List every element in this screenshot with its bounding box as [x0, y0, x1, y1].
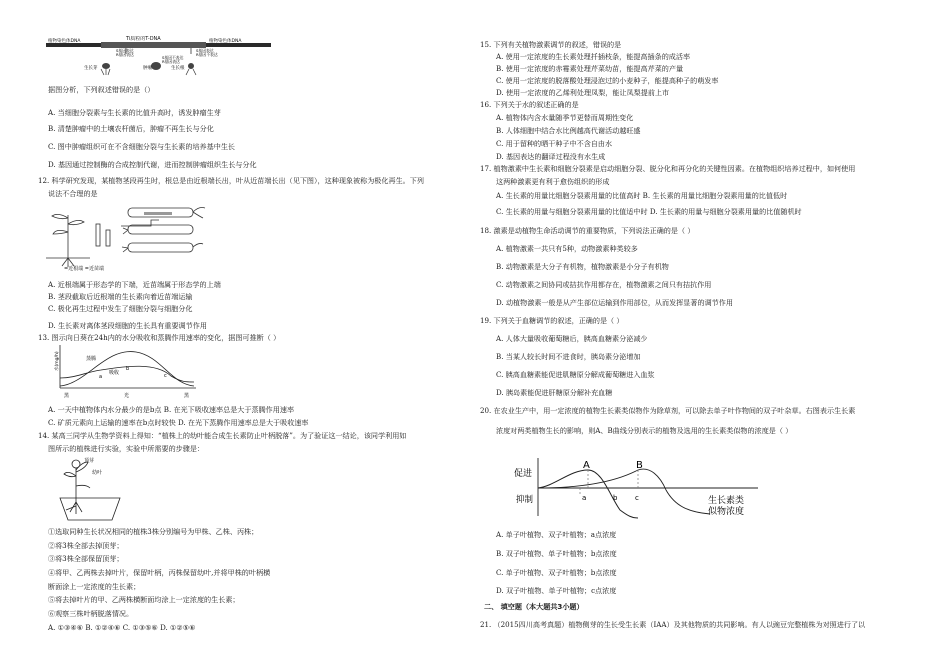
q19-option-c: C. 胰高血糖素能促进肌糖原分解成葡萄糖进入血浆	[496, 370, 655, 379]
dna-right-label: 植物染色体DNA	[209, 39, 242, 44]
q16-option-d: D. 基因表达的翻译过程没有水生成	[496, 152, 606, 161]
label-root: 生长根	[171, 66, 185, 71]
fig14-leaf-label: 幼叶	[92, 470, 103, 476]
q17-options-ab: A. 生长素的用量比细胞分裂素用量的比值高时 B. 生长素的用量比细胞分裂素用量的比值低时	[496, 191, 788, 200]
fig13-curve-1: 蒸腾	[86, 356, 97, 362]
q14-step-6: ⑥观察三株叶柄脱落情况。	[48, 609, 134, 618]
q13-options-cd: C. 矿质元素向上运输的速率在b点时较快 D. 在光下蒸腾作用速率总是大于吸收速率	[48, 418, 309, 427]
fig13-curve-2: 吸收	[109, 370, 120, 376]
q12-option-d: D. 生长素对离体茎段细胞的生长具有重要调节作用	[48, 321, 207, 330]
figure-tdna-diagram	[46, 36, 271, 76]
fig20-point-c: c	[635, 494, 639, 502]
q18-option-d: D. 动植物激素一般是从产生部位运输到作用部位，从而发挥显著的调节作用	[496, 298, 733, 307]
section-fill-in-heading: 二、 填空题（本大题共3小题）	[484, 602, 584, 611]
fig13-ylabel: 水(mg/h)	[55, 351, 60, 371]
figure-plant-pot	[58, 456, 138, 522]
fig13-x3: 黑	[184, 393, 190, 399]
figure-polar-regeneration	[46, 200, 211, 272]
q18-stem: 18. 激素是动植物生命活动调节的重要物质，下列说法正确的是（ ）	[480, 226, 695, 235]
fig13-point-a: a	[99, 374, 103, 380]
q11-option-c: C. 图中肿瘤组织可在不含细胞分裂与生长素的培养基中生长	[48, 142, 236, 151]
q19-stem: 19. 下列关于血糖调节的叙述，正确的是（ ）	[480, 316, 624, 325]
q16-stem: 16. 下列关于水的叙述正确的是	[480, 100, 579, 109]
fig20-curve-b: B	[636, 460, 643, 471]
q14-step-5: ⑤将去掉叶片的甲、乙两株横断面均涂上一定浓度的生长素；	[48, 595, 240, 604]
q14-step-2: ②将3株全部去掉顶芽；	[48, 541, 124, 550]
q14-step-1: ①选取同种生长状况相同的植株3株分别编号为甲株、乙株、丙株；	[48, 527, 259, 536]
gene-f: R基因不表达	[196, 52, 218, 57]
fig14-apex-label: 顶芽	[84, 458, 95, 464]
fig13-point-c: c	[164, 373, 167, 379]
q12-option-c: C. 极化再生过程中发生了细胞分裂与细胞分化	[48, 304, 193, 313]
q15-stem: 15. 下列有关植物激素调节的叙述，错误的是	[480, 40, 622, 49]
q21-line-1: 21. （2015四川高考真题）植物侧芽的生长受生长素（IAA）及其他物质的共同影响。有人以豌豆完整植株为对照进行了以	[480, 620, 866, 629]
q19-option-b: B. 当某人较长时间不进食时，胰岛素分泌增加	[496, 352, 641, 361]
q17-line-2: 这两种激素更有利于愈伤组织的形成	[496, 177, 610, 186]
q16-option-c: C. 用于留种的晒干种子中不含自由水	[496, 139, 613, 148]
figure-auxin-curves	[510, 456, 760, 528]
q11-stem: 据图分析，下列叙述错误的是（）	[48, 85, 155, 94]
fig13-point-b: b	[126, 366, 130, 372]
q20-line-1: 20. 在农业生产中，用一定浓度的植物生长素类似物作为除草剂，可以除去单子叶作物间的双子叶杂草。右图表示生长素	[480, 406, 856, 415]
q13-stem: 13. 图示向日葵在24h内的水分吸收和蒸腾作用速率的变化，据图可推断（ ）	[38, 333, 281, 342]
q19-option-d: D. 胰岛素能促进肝糖原分解补充血糖	[496, 388, 613, 397]
q15-option-a: A. 使用一定浓度的生长素处理扦插枝条，能提高插条的成活率	[496, 52, 691, 61]
q15-option-d: D. 使用一定浓度的乙烯利处理凤梨，能让凤梨提前上市	[496, 88, 670, 97]
q18-option-a: A. 植物激素一共只有5种，动物激素种类较多	[496, 244, 638, 253]
fig20-y-promote: 促进	[514, 469, 533, 479]
q18-option-b: B. 动物激素是大分子有机物，植物激素是小分子有机物	[496, 262, 669, 271]
q11-option-b: B. 清楚肿瘤中的土壤农杆菌后，肿瘤不再生长与分化	[48, 124, 214, 133]
q12-option-a: A. 近根端属于形态学的下端，近苗端属于形态学的上端	[48, 280, 221, 289]
q14-line-2: 图所示的植株进行实验，实验中所需要的步骤是：	[48, 444, 205, 453]
q12-line-2: 说法不合理的是	[48, 189, 98, 198]
q20-option-d: D. 双子叶植物、单子叶植物；c点浓度	[496, 586, 617, 595]
q19-option-a: A. 人体大量吸收葡萄糖后，胰高血糖素分泌减少	[496, 334, 648, 343]
q11-option-d: D. 基因通过控制酶的合成控制代谢，进而控制肿瘤组织生长与分化	[48, 160, 257, 169]
fig20-y-inhibit: 抑制	[516, 495, 534, 505]
q14-line-1: 14. 某高三同学从生物学资料上得知：“植株上的幼叶能合成生长素防止叶柄脱落”。为了验证这一结论，该同学利用如	[38, 431, 407, 440]
dna-left-label: 植物染色体DNA	[48, 39, 81, 44]
q18-option-c: C. 动物激素之间协同或拮抗作用都存在，植物激素之间只有拮抗作用	[496, 280, 712, 289]
q14-step-4: ④将甲、乙两株去掉叶片，保留叶柄，丙株保留幼叶,并将甲株的叶柄横	[48, 568, 271, 577]
q15-option-c: C. 使用一定浓度的脱落酸处理浸泡过的小麦种子，能提高种子的萌发率	[496, 76, 719, 85]
q16-option-b: B. 人体细胞中结合水比例越高代谢活动越旺盛	[496, 126, 641, 135]
q16-option-a: A. 植物体内含水量随季节更替而周期性变化	[496, 113, 634, 122]
gene-e: S基因表达	[196, 48, 214, 53]
arrow-label: Ti质粒的T-DNA	[126, 36, 161, 42]
fig20-point-a: a	[582, 494, 587, 502]
fig20-x-label-2: 似物浓度	[708, 507, 745, 517]
fig20-curve-a: A	[583, 460, 590, 471]
fig13-x1: 黑	[64, 393, 70, 399]
fig12-legend: =近根端 =近苗端	[64, 266, 104, 272]
q17-options-cd: C. 生长素的用量与细胞分裂素用量的比值适中时 D. 生长素的用量与细胞分裂素用量的比值随机时	[496, 207, 802, 216]
q12-option-b: B. 茎段截取后近根端的生长素向着近苗端运输	[48, 292, 193, 301]
q12-line-1: 12. 科学研究发现，某植物茎段再生时，根总是由近根端长出，叶从近苗端长出（见下图），这种现象被称为极化再生。下列	[38, 176, 424, 185]
figure-water-curves	[46, 342, 206, 400]
q14-options: A. ①③④⑥ B. ①②④⑥ C. ①③⑤⑥ D. ①②⑤⑥	[48, 623, 196, 632]
gene-d: R基因表达	[162, 59, 180, 64]
q14-step-4b: 断面涂上一定浓度的生长素；	[48, 582, 141, 591]
fig20-x-label-1: 生长素类	[708, 496, 745, 506]
q20-option-b: B. 双子叶植物、单子叶植物；b点浓度	[496, 549, 617, 558]
gene-c: S基因不表达	[162, 55, 184, 60]
gene-a: S基因表达	[116, 48, 134, 53]
q17-line-1: 17. 植物激素中生长素和细胞分裂素是启动细胞分裂、脱分化和再分化的关键性因素。在植物组织培养过程中，如何使用	[480, 164, 856, 173]
gene-b: R基因表达	[116, 52, 134, 57]
q20-option-c: C. 单子叶植物、双子叶植物；b点浓度	[496, 568, 617, 577]
q11-option-a: A. 当细胞分裂素与生长素的比值升高时，诱发肿瘤生芽	[48, 108, 221, 117]
q20-line-2: 浓度对两类植物生长的影响，则A、B曲线分别表示的植物及选用的生长素类似物的浓度是（ ）	[496, 426, 793, 435]
q14-step-3: ③将3株全部保留顶芽；	[48, 554, 124, 563]
label-tumor: 肿瘤	[143, 66, 152, 71]
q15-option-b: B. 使用一定浓度的赤霉素处理芹菜幼苗，能提高芹菜的产量	[496, 64, 684, 73]
fig20-point-b: b	[613, 494, 618, 502]
label-bud: 生长芽	[84, 66, 98, 71]
q13-options-ab: A. 一天中植物体内水分最少的是b点 B. 在光下吸收速率总是大于蒸腾作用速率	[48, 405, 295, 414]
fig13-x2: 光	[124, 393, 130, 399]
q20-option-a: A. 单子叶植物、双子叶植物；a点浓度	[496, 530, 617, 539]
